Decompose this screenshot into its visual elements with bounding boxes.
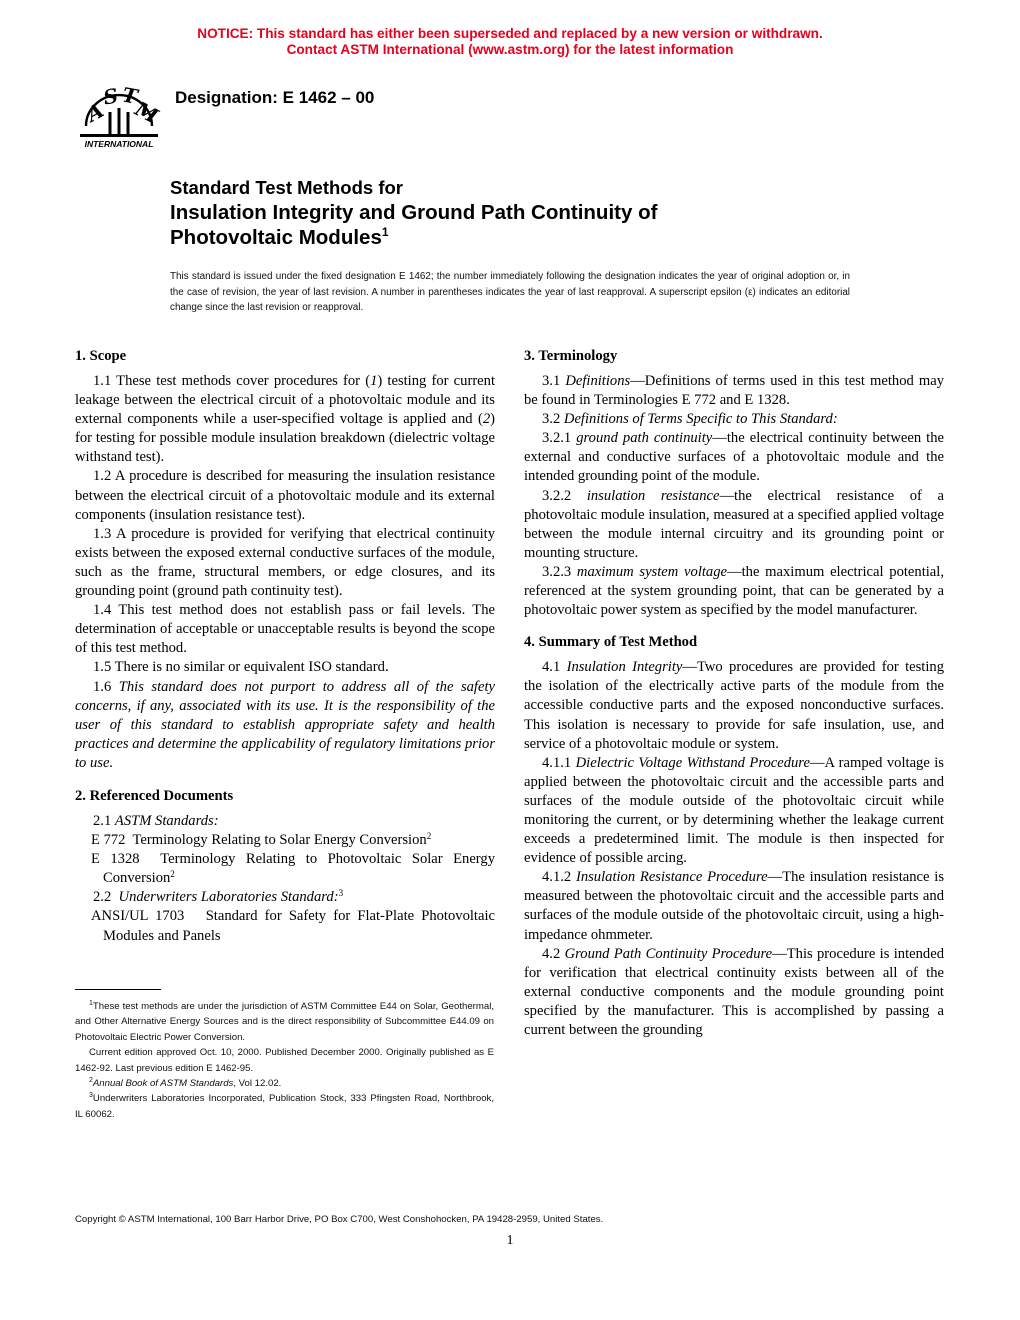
paragraph-1-6: 1.6 This standard does not purport to address all of the safety concerns, if any, associated with its use. It is the responsibility of the user of this standard to establish appropriate safety and health practices and determine the applicability of regulatory limitations prior to use. xyxy=(75,678,495,771)
footnote-1-edition: Current edition approved Oct. 10, 2000. Published December 2000. Originally published as E 1462-92. Last previous edition E 1462-95. xyxy=(75,1047,494,1074)
paragraph-4-1-2: 4.1.2 Insulation Resistance Procedure—The insulation resistance is measured between the photovoltaic circuit and the accessible parts and surfaces of the module outside of the photovoltaic circuit, using a high-impedance ohmmeter. xyxy=(524,869,944,943)
left-column xyxy=(75,347,495,946)
document-title xyxy=(170,176,890,250)
issue-note: This standard is issued under the fixed designation E 1462; the number immediately following the designation indicates the year of original adoption or, in the case of revision, the year of last revision. A number in parentheses indicates the year of last reapproval. A superscript epsilon (ε) indicates an editorial change since the last revision or reapproval. xyxy=(170,271,850,313)
right-column xyxy=(524,347,944,1040)
logo-caption: INTERNATIONAL xyxy=(84,139,154,149)
svg-text:M: M xyxy=(131,96,162,129)
section-heading-terminology: 3. Terminology xyxy=(524,348,618,364)
paragraph-4-1: 4.1 Insulation Integrity—Two procedures are provided for testing the isolation of the electrically active parts of the module from the accessible conductive parts and the exposed nonconductive surfaces. This isolation is necessary to provide for safe insulation, use, and service of a photovoltaic module or system. xyxy=(524,659,944,752)
svg-text:T: T xyxy=(120,82,140,109)
paragraph-1-1: 1.1 These test methods cover procedures for (1) testing for current leakage between the electrical circuit of a photovoltaic module and its external components while a user-specified voltage is applied and (2) for testing for possible module insulation breakdown (dielectric voltage withstand test). xyxy=(75,373,496,466)
paragraph-2-1: 2.1 ASTM Standards: xyxy=(93,812,219,829)
reference-e1328: E 1328 Terminology Relating to Photovoltaic Solar Energy Conversion$^2$ xyxy=(91,851,495,887)
footnote-3: $^3$Underwriters Laboratories Incorporated, Publication Stock, 333 Pfingsten Road, Northbrook, IL 60062. xyxy=(75,1092,494,1120)
paragraph-3-2: 3.2 Definitions of Terms Specific to This Standard: xyxy=(542,411,838,428)
paragraph-3-2-3: 3.2.3 maximum system voltage—the maximum electrical potential, referenced at the system grounding point, that can be generated by a photovoltaic power system as specified by the model manufacturer. xyxy=(524,563,944,619)
footnote-2: $^2$Annual Book of ASTM Standards, Vol 12.02. xyxy=(89,1077,282,1090)
paragraph-2-2: 2.2 Underwriters Laboratories Standard:$^3$ xyxy=(93,888,344,906)
section-heading-scope: 1. Scope xyxy=(75,348,127,364)
section-heading-summary: 4. Summary of Test Method xyxy=(524,634,698,651)
paragraph-1-5: 1.5 There is no similar or equivalent ISO standard. xyxy=(93,659,389,676)
copyright-line: Copyright © ASTM International, 100 Barr Harbor Drive, PO Box C700, West Conshohocken, PA 19428-2959, United States. xyxy=(75,1214,604,1225)
title-line-1: Standard Test Methods for xyxy=(170,177,403,198)
withdrawal-notice xyxy=(0,26,1020,58)
reference-ul1703: ANSI/UL 1703 Standard for Safety for Flat-Plate Photovoltaic Modules and Panels xyxy=(91,908,495,944)
svg-text:S: S xyxy=(101,83,120,110)
paragraph-3-2-1: 3.2.1 ground path continuity—the electrical continuity between the external and conductive surfaces of a photovoltaic module and the intended grounding point of the module. xyxy=(524,430,944,485)
title-footnote-mark: 1 xyxy=(381,225,389,239)
title-line-2: Insulation Integrity and Ground Path Continuity of xyxy=(170,201,658,224)
paragraph-3-1: 3.1 Definitions—Definitions of terms used in this test method may be found in Terminologies E 772 and E 1328. xyxy=(524,373,944,409)
paragraph-1-4: 1.4 This test method does not establish pass or fail levels. The determination of acceptable or unacceptable results is beyond the scope of this test method. xyxy=(75,602,495,657)
title-line-3-text: Photovoltaic Modules xyxy=(170,226,382,249)
footnote-divider xyxy=(75,989,161,990)
title-line-3 xyxy=(170,225,890,250)
footnote-1: $^1$These test methods are under the jurisdiction of ASTM Committee E44 on Solar, Geothermal, and Other Alternative Energy Sources and is the direct responsibility of Subcommittee E44.09 on Photovoltaic Electric Power Conversion. xyxy=(75,1000,494,1043)
designation: Designation: E 1462 – 00 xyxy=(175,88,375,107)
notice-line-2: Contact ASTM International (www.astm.org) for the latest information xyxy=(286,42,734,57)
footnotes xyxy=(75,999,494,1122)
notice-line-1: NOTICE: This standard has either been superseded and replaced by a new version or withdrawn. xyxy=(197,26,823,41)
paragraph-1-2: 1.2 A procedure is described for measuring the insulation resistance between the electrical circuit of a photovoltaic module and its external components (insulation resistance test). xyxy=(75,468,495,523)
svg-text:A: A xyxy=(82,98,108,127)
section-heading-referenced-documents: 2. Referenced Documents xyxy=(75,787,234,804)
paragraph-4-2: 4.2 Ground Path Continuity Procedure—This procedure is intended for verification that electrical continuity exists between all of the external conductive components and the module grounding point specified by the manufacturer. This is accomplished by passing a current between the grounding xyxy=(524,945,944,1038)
reference-e772: E 772 Terminology Relating to Solar Energy Conversion$^2$ xyxy=(91,831,432,849)
paragraph-1-3: 1.3 A procedure is provided for verifying that electrical continuity exists between the exposed external conductive surfaces of the module, such as the frame, structural members, or edge closures, and its grounding point (ground path continuity test). xyxy=(75,525,495,600)
paragraph-4-1-1: 4.1.1 Dielectric Voltage Withstand Procedure—A ramped voltage is applied between the photovoltaic circuit and the accessible parts and surfaces of the module outside of the photovoltaic circuit while monitoring the current, or by determining whether the leakage current exceeds a predetermined limit. The module is then inspected for evidence of possible arcing. xyxy=(524,754,944,867)
astm-logo xyxy=(76,76,162,150)
paragraph-3-2-2: 3.2.2 insulation resistance—the electrical resistance of a photovoltaic module insulation, measured at a specified applied voltage between the module internal circuitry and its grounding point or mounting structure. xyxy=(524,487,944,561)
page-number: 1 xyxy=(506,1233,514,1248)
